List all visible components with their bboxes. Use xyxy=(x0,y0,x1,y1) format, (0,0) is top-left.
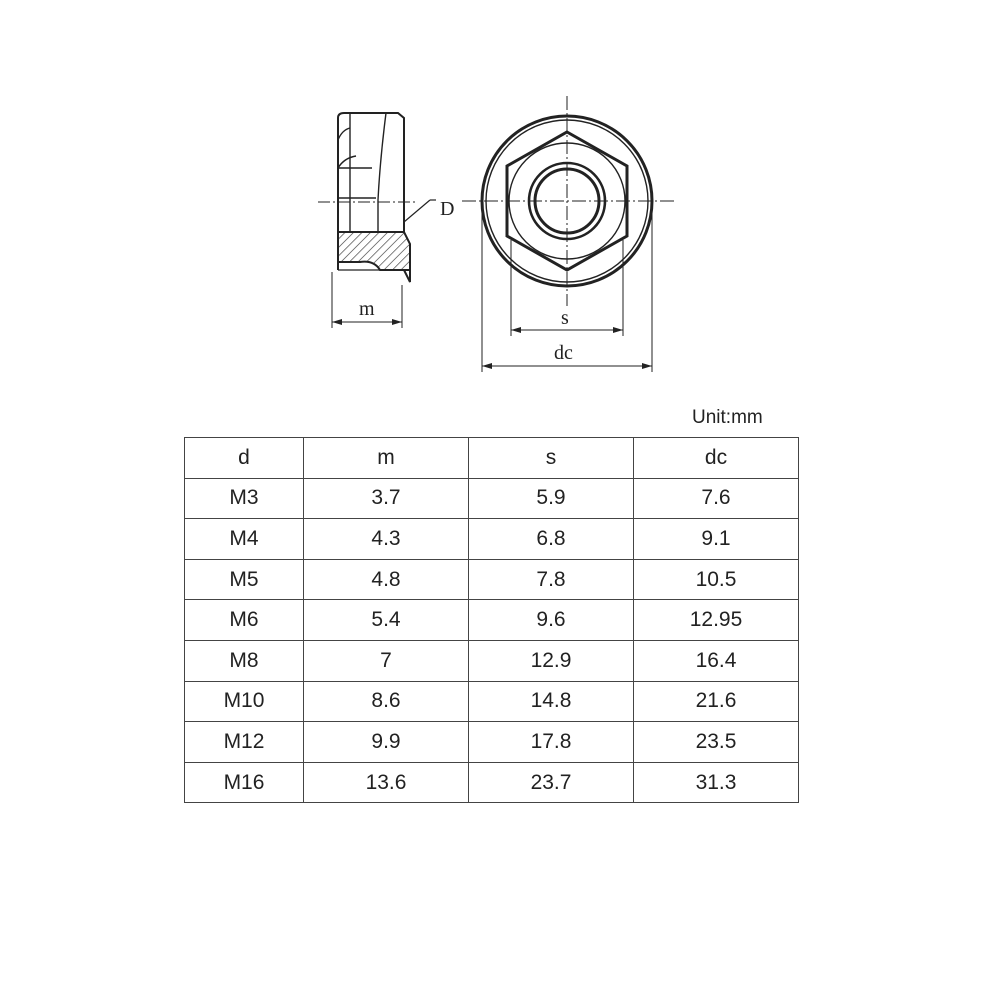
header-m: m xyxy=(304,438,469,479)
table-row xyxy=(185,600,799,641)
side-view xyxy=(318,113,436,328)
cell-m: 5.4 xyxy=(304,600,469,641)
cell-m: 4.3 xyxy=(304,519,469,560)
table-row xyxy=(185,478,799,519)
cell-d: M10 xyxy=(185,681,304,722)
front-view xyxy=(462,96,674,372)
cell-s: 23.7 xyxy=(469,762,634,803)
cell-d: M16 xyxy=(185,762,304,803)
cell-d: M5 xyxy=(185,559,304,600)
cell-d: M3 xyxy=(185,478,304,519)
cell-dc: 23.5 xyxy=(634,722,799,763)
cell-m: 4.8 xyxy=(304,559,469,600)
cell-s: 17.8 xyxy=(469,722,634,763)
cell-dc: 12.95 xyxy=(634,600,799,641)
table-row xyxy=(185,762,799,803)
cell-d: M4 xyxy=(185,519,304,560)
cell-s: 6.8 xyxy=(469,519,634,560)
cell-s: 7.8 xyxy=(469,559,634,600)
table-header-row xyxy=(185,438,799,479)
dimension-table xyxy=(184,437,799,803)
label-dc: dc xyxy=(554,342,573,364)
cell-dc: 31.3 xyxy=(634,762,799,803)
cell-m: 3.7 xyxy=(304,478,469,519)
cell-d: M6 xyxy=(185,600,304,641)
table-row xyxy=(185,559,799,600)
table-row xyxy=(185,681,799,722)
cell-m: 13.6 xyxy=(304,762,469,803)
table-row xyxy=(185,519,799,560)
flange-nut-drawing xyxy=(0,0,1000,400)
cell-dc: 7.6 xyxy=(634,478,799,519)
cell-s: 12.9 xyxy=(469,640,634,681)
label-m: m xyxy=(359,298,375,320)
cell-dc: 9.1 xyxy=(634,519,799,560)
cell-m: 9.9 xyxy=(304,722,469,763)
table-row xyxy=(185,722,799,763)
header-s: s xyxy=(469,438,634,479)
cell-d: M8 xyxy=(185,640,304,681)
cell-m: 7 xyxy=(304,640,469,681)
label-D: D xyxy=(440,198,455,220)
table-row xyxy=(185,640,799,681)
cell-dc: 10.5 xyxy=(634,559,799,600)
unit-label: Unit:mm xyxy=(692,407,763,428)
cell-s: 9.6 xyxy=(469,600,634,641)
cell-d: M12 xyxy=(185,722,304,763)
cell-m: 8.6 xyxy=(304,681,469,722)
header-d: d xyxy=(185,438,304,479)
cell-s: 14.8 xyxy=(469,681,634,722)
label-s: s xyxy=(561,307,569,329)
cell-s: 5.9 xyxy=(469,478,634,519)
cell-dc: 21.6 xyxy=(634,681,799,722)
cell-dc: 16.4 xyxy=(634,640,799,681)
header-dc: dc xyxy=(634,438,799,479)
